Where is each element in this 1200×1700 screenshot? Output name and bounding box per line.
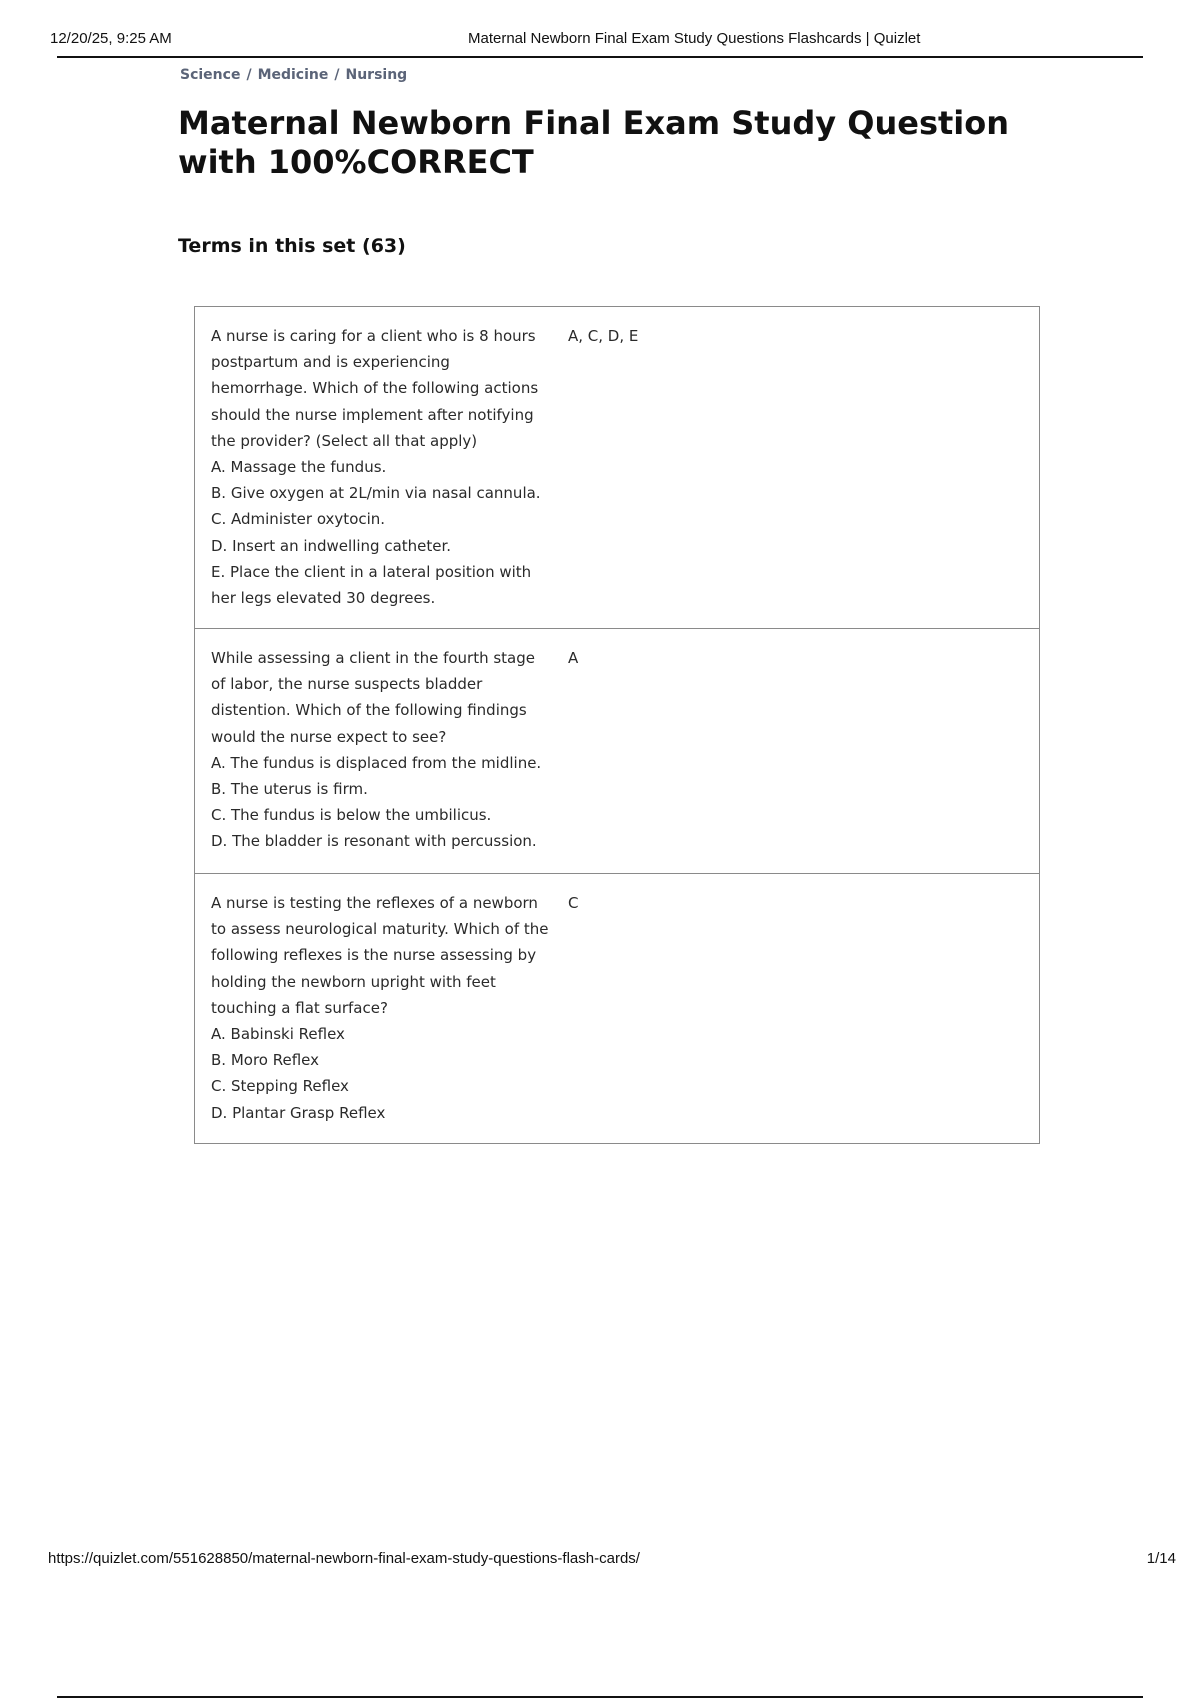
term-line: should the nurse implement after notifying [211,405,534,424]
term-line: D. The bladder is resonant with percussion. [211,832,537,851]
term-line: B. The uterus is firm. [211,780,368,799]
term-line: would the nurse expect to see? [211,727,447,746]
term-line: A. The fundus is displaced from the midline. [211,753,542,772]
term-line: to assess neurological maturity. Which of the [211,920,549,939]
term-line: holding the newborn upright with feet [211,972,496,991]
flashcard-definition: A [568,649,579,667]
term-line: A. Babinski Reflex [211,1025,345,1044]
breadcrumb-separator: / [246,67,252,83]
flashcard-definition: A, C, D, E [568,327,639,345]
page-bottom-divider [57,1696,1143,1698]
breadcrumb [180,67,407,83]
print-document-title: Maternal Newborn Final Exam Study Questions Flashcards | Quizlet [468,30,921,47]
term-line: her legs elevated 30 degrees. [211,589,436,608]
flashcard-row [195,307,1039,629]
flashcard-row [195,629,1039,874]
page-number: 1/14 [1146,1550,1176,1567]
term-line: hemorrhage. Which of the following actions [211,379,539,398]
print-date: 12/20/25, 9:25 AM [50,30,172,47]
term-line: of labor, the nurse suspects bladder [211,675,483,694]
set-title: Maternal Newborn Final Exam Study Question with 100%CORRECT [178,104,1010,181]
term-line: D. Plantar Grasp Reflex [211,1103,386,1122]
breadcrumb-nursing[interactable]: Nursing [345,67,408,83]
term-line: the provider? (Select all that apply) [211,431,478,450]
term-line: B. Moro Reflex [211,1051,319,1070]
term-line: A nurse is testing the reflexes of a newborn [211,894,538,912]
term-line: D. Insert an indwelling catheter. [211,536,452,555]
flashcard-term [211,645,566,855]
breadcrumb-science[interactable]: Science [180,67,241,83]
breadcrumb-separator: / [334,67,340,83]
term-line: B. Give oxygen at 2L/min via nasal cannula. [211,484,541,503]
flashcard-term [211,323,566,611]
flashcard-row [195,874,1039,1143]
term-line: distention. Which of the following findings [211,701,527,720]
page-url: https://quizlet.com/551628850/maternal-newborn-final-exam-study-questions-flash-cards/ [48,1550,640,1567]
term-line: C. Administer oxytocin. [211,510,386,529]
term-line: While assessing a client in the fourth stage [211,649,535,667]
flashcard-list [194,306,1040,1144]
print-header [50,28,1150,58]
term-line: C. The fundus is below the umbilicus. [211,806,492,825]
breadcrumb-medicine[interactable]: Medicine [257,67,329,83]
term-line: following reflexes is the nurse assessing by [211,946,537,965]
flashcard-definition: C [568,894,579,912]
term-line: touching a flat surface? [211,998,388,1017]
term-line: postpartum and is experiencing [211,353,450,372]
term-line: A. Massage the fundus. [211,458,387,477]
term-line: C. Stepping Reflex [211,1077,349,1096]
term-line: E. Place the client in a lateral position with [211,562,532,581]
header-divider [57,56,1143,58]
flashcard-term [211,890,566,1126]
term-line: A nurse is caring for a client who is 8 hours [211,327,536,345]
terms-count-heading: Terms in this set (63) [178,235,406,257]
